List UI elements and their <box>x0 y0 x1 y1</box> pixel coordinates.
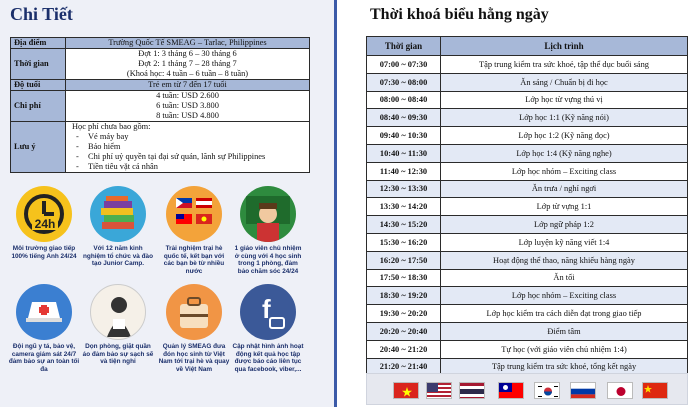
schedule-row <box>367 162 688 180</box>
schedule-activity: Tập trung kiểm tra sức khoẻ, tổng kết ngày <box>441 358 688 376</box>
schedule-activity: Lớp học nhóm – Exciting class <box>441 162 688 180</box>
nurse-icon <box>16 284 72 340</box>
facebook-icon <box>240 284 296 340</box>
books-icon <box>90 186 146 242</box>
note-item: - Vé máy bay <box>88 132 306 142</box>
feature-english-environment <box>8 186 80 260</box>
feature-caption: Với 12 năm kinh nghiệm tổ chức và đào tạo Junior Camp. <box>83 245 153 268</box>
china-flag-icon <box>642 382 668 399</box>
schedule-activity: Lớp ngữ pháp 1:2 <box>441 216 688 234</box>
schedule-row <box>367 251 688 269</box>
cost-label: Chi phí <box>11 91 66 122</box>
schedule-title: Thời khoá biểu hằng ngày <box>370 6 549 23</box>
feature-caption: Đội ngũ y tá, bảo vệ, camera giám sát 24/7 đảm bảo sự an toàn tối đa <box>8 343 80 373</box>
note-list <box>72 132 306 172</box>
usa-flag-icon <box>426 382 452 399</box>
cost-value <box>66 91 310 122</box>
header-time: Thời gian <box>367 37 441 56</box>
note-intro: Học phí chưa bao gồm: <box>72 122 151 131</box>
panel-divider <box>334 0 337 407</box>
schedule-time: 08:40 ~ 09:30 <box>367 109 441 127</box>
info-row-age <box>11 80 310 91</box>
feature-caption: Môi trường giao tiếp 100% tiếng Anh 24/24 <box>11 245 77 260</box>
schedule-row <box>367 287 688 305</box>
program-info-table <box>10 37 310 173</box>
maid-icon <box>90 284 146 340</box>
schedule-activity: Hoạt động thể thao, năng khiếu hàng ngày <box>441 251 688 269</box>
schedule-row <box>367 180 688 198</box>
clock-24h-icon <box>16 186 72 242</box>
schedule-header-row <box>367 37 688 56</box>
schedule-activity: Lớp học nhóm – Exciting class <box>441 287 688 305</box>
feature-caption: Dọn phòng, giặt quần áo đảm bảo sự sạch sẽ và tiện nghi <box>82 343 154 366</box>
feature-caption: Trải nghiệm trại hè quốc tế, kết bạn với các bạn bè từ nhiều nước <box>163 245 225 275</box>
time-line: (Khoá học: 4 tuần – 6 tuần – 8 tuần) <box>126 69 249 78</box>
schedule-row <box>367 73 688 91</box>
teacher-icon <box>240 186 296 242</box>
feature-experience <box>82 186 154 268</box>
schedule-row <box>367 216 688 234</box>
info-row-location <box>11 38 310 49</box>
schedule-activity: Lớp từ vựng 1:1 <box>441 198 688 216</box>
cost-line: 8 tuần: USD 4.800 <box>156 111 219 120</box>
schedule-time: 07:00 ~ 07:30 <box>367 56 441 74</box>
schedule-row <box>367 322 688 340</box>
schedule-activity: Lớp học từ vựng thú vị <box>441 91 688 109</box>
schedule-activity: Ăn tối <box>441 269 688 287</box>
japan-flag-icon <box>607 382 633 399</box>
bag-icon <box>166 284 222 340</box>
location-value: Trường Quốc Tế SMEAG – Tarlac, Philippines <box>66 38 310 49</box>
thailand-flag-icon <box>459 382 485 399</box>
schedule-time: 19:30 ~ 20:20 <box>367 305 441 323</box>
time-value <box>66 49 310 80</box>
schedule-row <box>367 198 688 216</box>
schedule-time: 11:40 ~ 12:30 <box>367 162 441 180</box>
note-value <box>66 122 310 173</box>
schedule-activity: Lớp luyện kỹ năng viết 1:4 <box>441 233 688 251</box>
schedule-time: 14:30 ~ 15:20 <box>367 216 441 234</box>
note-label: Lưu ý <box>11 122 66 173</box>
schedule-row <box>367 127 688 145</box>
schedule-time: 17:50 ~ 18:30 <box>367 269 441 287</box>
note-item: - Bảo hiểm <box>88 142 306 152</box>
time-line: Đợt 1: 3 tháng 6 – 30 tháng 6 <box>138 49 237 58</box>
schedule-activity: Lớp học 1:2 (Kỹ năng đọc) <box>441 127 688 145</box>
schedule-row <box>367 269 688 287</box>
details-title: Chi Tiết <box>10 4 73 24</box>
schedule-time: 12:30 ~ 13:30 <box>367 180 441 198</box>
feature-escort <box>158 284 230 373</box>
feature-housekeeping <box>82 284 154 366</box>
schedule-row <box>367 305 688 323</box>
schedule-activity: Điểm tâm <box>441 322 688 340</box>
schedule-row <box>367 91 688 109</box>
schedule-time: 08:00 ~ 08:40 <box>367 91 441 109</box>
schedule-time: 20:20 ~ 20:40 <box>367 322 441 340</box>
location-label: Địa điểm <box>11 38 66 49</box>
info-row-note <box>11 122 310 173</box>
info-row-time <box>11 49 310 80</box>
feature-safety <box>8 284 80 373</box>
cost-line: 4 tuần: USD 2.600 <box>156 91 219 100</box>
feature-caption: Cập nhật hình ảnh hoạt động kết quả học tập được báo cáo liên tục qua facebook, viber,... <box>232 343 304 373</box>
details-panel <box>0 0 336 407</box>
schedule-time: 18:30 ~ 19:20 <box>367 287 441 305</box>
schedule-row <box>367 109 688 127</box>
schedule-time: 10:40 ~ 11:30 <box>367 144 441 162</box>
time-label: Thời gian <box>11 49 66 80</box>
schedule-time: 16:20 ~ 17:50 <box>367 251 441 269</box>
flags-icon <box>166 186 222 242</box>
schedule-time: 15:30 ~ 16:20 <box>367 233 441 251</box>
schedule-time: 09:40 ~ 10:30 <box>367 127 441 145</box>
russia-flag-icon <box>570 382 596 399</box>
schedule-time: 13:30 ~ 14:20 <box>367 198 441 216</box>
schedule-row <box>367 233 688 251</box>
note-item: - Chi phí uỷ quyền tại đại sứ quán, lãnh sự Philippines <box>88 152 306 162</box>
schedule-activity: Lớp học 1:1 (Kỹ năng nói) <box>441 109 688 127</box>
feature-updates <box>232 284 304 373</box>
header-activity: Lịch trình <box>441 37 688 56</box>
schedule-activity: Ăn trưa / nghỉ ngơi <box>441 180 688 198</box>
note-item: - Tiền tiêu vặt cá nhân <box>88 162 306 172</box>
svg-text:24h: 24h <box>34 217 56 231</box>
schedule-activity: Tập trung kiểm tra sức khoẻ, tập thể dục buổi sáng <box>441 56 688 74</box>
schedule-activity: Lớp học kiểm tra cách diễn đạt trong giao tiếp <box>441 305 688 323</box>
age-label: Độ tuổi <box>11 80 66 91</box>
info-row-cost <box>11 91 310 122</box>
schedule-row <box>367 340 688 358</box>
taiwan-flag-icon <box>498 382 524 399</box>
schedule-row <box>367 56 688 74</box>
age-value: Trẻ em từ 7 đến 17 tuổi <box>66 80 310 91</box>
schedule-activity: Lớp học 1:4 (Kỹ năng nghe) <box>441 144 688 162</box>
schedule-time: 07:30 ~ 08:00 <box>367 73 441 91</box>
feature-international <box>158 186 230 275</box>
schedule-activity: Ăn sáng / Chuẩn bị đi học <box>441 73 688 91</box>
vietnam-flag-icon <box>393 382 419 399</box>
flag-strip <box>366 373 688 405</box>
korea-flag-icon <box>534 382 560 399</box>
schedule-activity: Tự học (với giáo viên chủ nhiệm 1:4) <box>441 340 688 358</box>
feature-caption: 1 giáo viên chủ nhiệm ở cùng với 4 học sinh trong 1 phòng, đảm bảo chăm sóc 24/24 <box>234 245 302 275</box>
schedule-row <box>367 144 688 162</box>
feature-caption: Quản lý SMEAG đưa đón học sinh từ Việt Nam tới trại hè và quay về Việt Nam <box>158 343 230 373</box>
svg-text:f: f <box>262 294 271 324</box>
cost-line: 6 tuần: USD 3.800 <box>156 101 219 110</box>
schedule-time: 20:40 ~ 21:20 <box>367 340 441 358</box>
feature-homeroom-teacher <box>232 186 304 275</box>
schedule-time: 21:20 ~ 21:40 <box>367 358 441 376</box>
daily-schedule-table <box>366 36 688 376</box>
time-line: Đợt 2: 1 tháng 7 – 28 tháng 7 <box>138 59 237 68</box>
schedule-body <box>367 56 688 376</box>
